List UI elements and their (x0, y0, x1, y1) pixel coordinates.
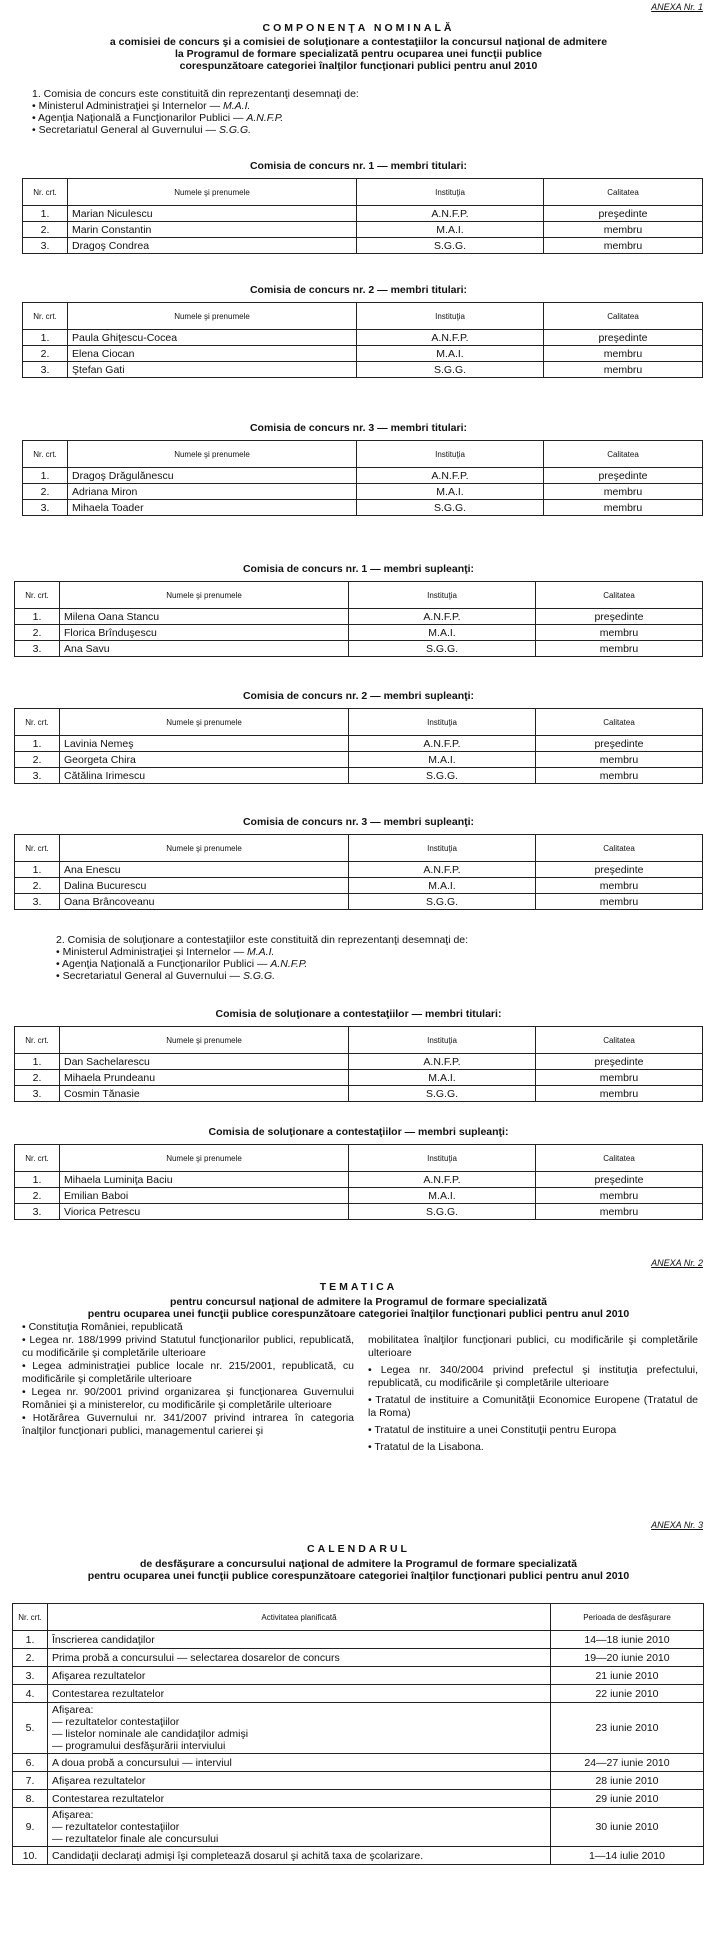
commission-title: Comisia de concurs nr. 1 — membri supleanţi: (242, 563, 475, 575)
annex1-intro2 (56, 934, 468, 982)
row-nr: 2. (15, 878, 60, 894)
topic-item: • Legea nr. 90/2001 privind organizarea şi funcţionarea Guvernului României şi a ministerelor, cu modificările şi completările ulterioare (22, 1386, 354, 1411)
row-nr: 2. (13, 1649, 48, 1667)
bullet-item: • Agenţia Naţională a Funcţionarilor Publici — A.N.F.P. (56, 958, 308, 970)
row-nr: 4. (13, 1685, 48, 1703)
table-header-row (15, 835, 703, 862)
row-institution: A.N.F.P. (357, 330, 544, 346)
row-nr: 1. (23, 206, 68, 222)
row-institution: M.A.I. (357, 484, 544, 500)
row-nr: 1. (15, 1172, 60, 1188)
commission-title: Comisia de concurs nr. 2 — membri titulari: (249, 284, 468, 296)
row-role: membru (536, 894, 703, 910)
row-nr: 1. (13, 1631, 48, 1649)
annex1-subtitle-line: la Programul de formare specializată pentru ocuparea unei funcţii publice (174, 48, 542, 60)
row-role: preşedinte (536, 1054, 703, 1070)
header-nr: Nr. crt. (23, 303, 68, 330)
topic-item: mobilitatea înalţilor funcţionari publici, cu modificările şi completările ulterioare (368, 1334, 698, 1359)
row-name: Emilian Baboi (60, 1188, 349, 1204)
table-row (15, 894, 703, 910)
row-nr: 2. (15, 625, 60, 641)
commission-table (22, 178, 703, 254)
row-period: 28 iunie 2010 (551, 1772, 704, 1790)
annex3-subtitle (0, 1558, 717, 1582)
row-name: Marian Niculescu (68, 206, 357, 222)
row-institution: M.A.I. (349, 878, 536, 894)
row-name: Oana Brâncoveanu (60, 894, 349, 910)
table-header-row (15, 1027, 703, 1054)
table-row (15, 1086, 703, 1102)
commission-table (14, 1144, 703, 1220)
row-name: Paula Ghiţescu-Cocea (68, 330, 357, 346)
row-nr: 3. (13, 1667, 48, 1685)
table-header-row (15, 709, 703, 736)
header-activity: Activitatea planificată (48, 1604, 551, 1631)
row-activity (48, 1808, 551, 1847)
commission-title: Comisia de soluţionare a contestaţiilor — membri titulari: (215, 1008, 502, 1020)
row-institution: S.G.G. (349, 1086, 536, 1102)
activity-line: Afişarea rezultatelor (52, 1774, 146, 1787)
row-role: preşedinte (536, 862, 703, 878)
row-role: membru (536, 1204, 703, 1220)
activity-line: — rezultatelor contestaţiilor (52, 1716, 180, 1728)
row-nr: 10. (13, 1847, 48, 1865)
table-row (23, 346, 703, 362)
row-name: Cătălina Irimescu (60, 768, 349, 784)
annex2-label: ANEXA Nr. 2 (651, 1258, 703, 1268)
row-role: membru (544, 222, 703, 238)
row-role: membru (536, 1070, 703, 1086)
row-activity (48, 1847, 551, 1865)
calendar-row (13, 1847, 704, 1865)
row-name: Georgeta Chira (60, 752, 349, 768)
row-role: preşedinte (536, 1172, 703, 1188)
annex3-label: ANEXA Nr. 3 (651, 1520, 703, 1530)
row-nr: 1. (15, 736, 60, 752)
row-name: Viorica Petrescu (60, 1204, 349, 1220)
header-role: Calitatea (544, 303, 703, 330)
table-row (15, 862, 703, 878)
row-nr: 7. (13, 1772, 48, 1790)
activity-line: Contestarea rezultatelor (52, 1687, 165, 1700)
calendar-row (13, 1685, 704, 1703)
row-nr: 1. (23, 330, 68, 346)
row-period: 30 iunie 2010 (551, 1808, 704, 1847)
row-period: 24—27 iunie 2010 (551, 1754, 704, 1772)
row-nr: 3. (15, 1204, 60, 1220)
bullet-item: • Secretariatul General al Guvernului — S.G.G. (32, 124, 252, 136)
table-row (15, 641, 703, 657)
row-nr: 2. (15, 1070, 60, 1086)
table-row (23, 500, 703, 516)
row-nr: 2. (15, 752, 60, 768)
header-name: Numele şi prenumele (60, 1145, 349, 1172)
topic-item: • Legea nr. 340/2004 privind prefectul şi instituţia prefectului, republicată, cu modificările şi completările ulterioare (368, 1364, 698, 1389)
header-role: Calitatea (536, 835, 703, 862)
row-role: preşedinte (536, 736, 703, 752)
table-header-row (23, 179, 703, 206)
topic-item: • Tratatul de instituire a unei Constituţii pentru Europa (368, 1424, 617, 1436)
bullet-item: • Secretariatul General al Guvernului — S.G.G. (56, 970, 276, 982)
calendar-row (13, 1808, 704, 1847)
row-institution: S.G.G. (349, 894, 536, 910)
row-institution: S.G.G. (357, 238, 544, 254)
row-activity (48, 1754, 551, 1772)
row-activity (48, 1667, 551, 1685)
row-name: Mihaela Toader (68, 500, 357, 516)
commission-table (14, 834, 703, 910)
commission-table (22, 440, 703, 516)
row-name: Ana Enescu (60, 862, 349, 878)
header-period: Perioada de desfăşurare (551, 1604, 704, 1631)
row-role: membru (544, 500, 703, 516)
row-role: preşedinte (544, 468, 703, 484)
header-institution: Instituţia (357, 303, 544, 330)
row-activity (48, 1703, 551, 1754)
row-name: Dragoş Condrea (68, 238, 357, 254)
table-row (15, 752, 703, 768)
row-nr: 3. (23, 500, 68, 516)
table-row (15, 878, 703, 894)
calendar-row (13, 1772, 704, 1790)
row-institution: M.A.I. (349, 1188, 536, 1204)
row-institution: M.A.I. (349, 752, 536, 768)
row-name: Mihaela Luminiţa Baciu (60, 1172, 349, 1188)
header-institution: Instituţia (357, 179, 544, 206)
row-institution: A.N.F.P. (357, 206, 544, 222)
annex2-right-column (368, 1334, 698, 1454)
row-institution: S.G.G. (349, 768, 536, 784)
row-name: Ana Savu (60, 641, 349, 657)
row-name: Ştefan Gati (68, 362, 357, 378)
calendar-row (13, 1703, 704, 1754)
table-row (23, 468, 703, 484)
commission-title: Comisia de concurs nr. 3 — membri supleanţi: (242, 816, 475, 828)
header-name: Numele şi prenumele (60, 1027, 349, 1054)
row-nr: 5. (13, 1703, 48, 1754)
commission-table (14, 708, 703, 784)
table-row (23, 330, 703, 346)
annex1-label: ANEXA Nr. 1 (651, 2, 703, 12)
row-role: membru (544, 484, 703, 500)
table-row (15, 609, 703, 625)
header-name: Numele şi prenumele (60, 582, 349, 609)
table-header-row (23, 441, 703, 468)
row-nr: 8. (13, 1790, 48, 1808)
intro-text: 2. Comisia de soluţionare a contestaţiilor este constituită din reprezentanţi desemnaţi de: (56, 934, 469, 946)
row-nr: 3. (15, 641, 60, 657)
row-activity (48, 1649, 551, 1667)
row-period: 23 iunie 2010 (551, 1703, 704, 1754)
table-row (23, 222, 703, 238)
calendar-row (13, 1790, 704, 1808)
row-activity (48, 1631, 551, 1649)
row-nr: 2. (23, 222, 68, 238)
annex3-subtitle-line: pentru ocuparea unei funcţii publice corespunzătoare categoriei înalţilor funcţionari publici pentru anul 2010 (87, 1570, 630, 1582)
table-header-row (23, 303, 703, 330)
row-nr: 3. (15, 1086, 60, 1102)
header-name: Numele şi prenumele (68, 441, 357, 468)
row-name: Adriana Miron (68, 484, 357, 500)
header-institution: Instituţia (349, 1145, 536, 1172)
table-header-row (15, 1145, 703, 1172)
activity-line: Înscrierea candidaţilor (52, 1633, 155, 1646)
row-name: Marin Constantin (68, 222, 357, 238)
commission-title: Comisia de concurs nr. 2 — membri supleanţi: (242, 690, 475, 702)
header-nr: Nr. crt. (23, 179, 68, 206)
row-role: membru (536, 1188, 703, 1204)
commission-title: Comisia de soluţionare a contestaţiilor — membri supleanţi: (208, 1126, 509, 1138)
row-activity (48, 1790, 551, 1808)
table-row (15, 1054, 703, 1070)
table-row (15, 625, 703, 641)
calendar-row (13, 1649, 704, 1667)
row-period: 22 iunie 2010 (551, 1685, 704, 1703)
row-institution: A.N.F.P. (349, 862, 536, 878)
row-institution: S.G.G. (349, 1204, 536, 1220)
row-institution: M.A.I. (357, 346, 544, 362)
row-institution: S.G.G. (357, 362, 544, 378)
row-role: preşedinte (544, 330, 703, 346)
row-period: 19—20 iunie 2010 (551, 1649, 704, 1667)
header-role: Calitatea (536, 1027, 703, 1054)
annex2-left-column (22, 1321, 354, 1438)
header-name: Numele şi prenumele (68, 303, 357, 330)
row-institution: A.N.F.P. (349, 1054, 536, 1070)
header-institution: Instituţia (349, 582, 536, 609)
calendar-row (13, 1631, 704, 1649)
row-role: membru (544, 346, 703, 362)
header-nr: Nr. crt. (15, 1027, 60, 1054)
row-nr: 3. (15, 768, 60, 784)
activity-line: — rezultatelor finale ale concursului (52, 1833, 219, 1845)
row-nr: 1. (15, 609, 60, 625)
row-nr: 9. (13, 1808, 48, 1847)
table-row (15, 768, 703, 784)
annex2-subtitle (0, 1296, 717, 1320)
row-period: 14—18 iunie 2010 (551, 1631, 704, 1649)
row-nr: 1. (15, 1054, 60, 1070)
header-role: Calitatea (536, 1145, 703, 1172)
commission-title: Comisia de concurs nr. 3 — membri titulari: (249, 422, 468, 434)
row-institution: S.G.G. (349, 641, 536, 657)
header-nr: Nr. crt. (13, 1604, 48, 1631)
table-row (15, 1204, 703, 1220)
row-name: Dragoş Drăgulănescu (68, 468, 357, 484)
calendar-row (13, 1667, 704, 1685)
activity-line: — rezultatelor contestaţiilor (52, 1821, 180, 1833)
bullet-item: • Ministerul Administraţiei şi Internelor — M.A.I. (56, 946, 275, 958)
row-role: membru (544, 238, 703, 254)
calendar-row (13, 1754, 704, 1772)
row-name: Mihaela Prundeanu (60, 1070, 349, 1086)
table-row (15, 736, 703, 752)
row-institution: S.G.G. (357, 500, 544, 516)
header-nr: Nr. crt. (15, 582, 60, 609)
row-role: membru (544, 362, 703, 378)
topic-item: • Tratatul de la Lisabona. (368, 1441, 484, 1453)
header-name: Numele şi prenumele (60, 835, 349, 862)
table-row (15, 1188, 703, 1204)
activity-line: Afişarea: (52, 1809, 94, 1821)
row-name: Dan Sachelarescu (60, 1054, 349, 1070)
annex1-title: COMPONENŢA NOMINALĂ (262, 22, 455, 34)
activity-line: A doua probă a concursului — interviul (52, 1756, 232, 1769)
commission-table (14, 581, 703, 657)
table-row (23, 362, 703, 378)
row-name: Elena Ciocan (68, 346, 357, 362)
table-row (15, 1070, 703, 1086)
topic-item: • Hotărârea Guvernului nr. 341/2007 privind intrarea în categoria înalţilor funcţionari publici, managementul carierei şi (22, 1412, 354, 1437)
header-name: Numele şi prenumele (68, 179, 357, 206)
topic-item: • Legea administraţiei publice locale nr. 215/2001, republicată, cu modificările şi completările ulterioare (22, 1360, 354, 1385)
table-row (23, 238, 703, 254)
annex1-subtitle-line: corespunzătoare categoriei înalţilor funcţionari publici pentru anul 2010 (179, 60, 538, 72)
commission-title: Comisia de concurs nr. 1 — membri titulari: (249, 160, 468, 172)
row-role: membru (536, 768, 703, 784)
row-role: membru (536, 752, 703, 768)
row-role: membru (536, 878, 703, 894)
row-period: 1—14 iulie 2010 (551, 1847, 704, 1865)
row-name: Lavinia Nemeş (60, 736, 349, 752)
row-period: 29 iunie 2010 (551, 1790, 704, 1808)
row-nr: 3. (23, 362, 68, 378)
row-institution: A.N.F.P. (349, 609, 536, 625)
row-name: Cosmin Tănasie (60, 1086, 349, 1102)
row-role: membru (536, 1086, 703, 1102)
activity-line: — listelor nominale ale candidaţilor admişi (52, 1728, 249, 1740)
activity-line: — programului desfăşurării interviului (52, 1740, 226, 1752)
header-nr: Nr. crt. (23, 441, 68, 468)
row-institution: M.A.I. (349, 625, 536, 641)
annex3-title: CALENDARUL (307, 1543, 410, 1555)
header-nr: Nr. crt. (15, 709, 60, 736)
annex2-title: TEMATICA (319, 1281, 398, 1293)
row-institution: A.N.F.P. (349, 736, 536, 752)
activity-line: Prima probă a concursului — selectarea dosarelor de concurs (52, 1651, 340, 1664)
activity-line: Afişarea: (52, 1704, 94, 1716)
bullet-item: • Ministerul Administraţiei şi Internelor — M.A.I. (32, 100, 251, 112)
row-nr: 1. (23, 468, 68, 484)
row-role: preşedinte (536, 609, 703, 625)
annex1-subtitle-line: a comisiei de concurs şi a comisiei de soluţionare a contestaţiilor la concursul naţional de admitere (109, 36, 608, 48)
row-nr: 3. (15, 894, 60, 910)
header-name: Numele şi prenumele (60, 709, 349, 736)
bullet-item: • Agenţia Naţională a Funcţionarilor Publici — A.N.F.P. (32, 112, 284, 124)
topic-item: • Legea nr. 188/1999 privind Statutul funcţionarilor publici, republicată, cu modificările şi completările ulterioare (22, 1334, 354, 1359)
annex2-subtitle-line: pentru ocuparea unei funcţii publice corespunzătoare categoriei înalţilor funcţionari publici pentru anul 2010 (87, 1308, 630, 1320)
table-header-row (15, 582, 703, 609)
row-nr: 6. (13, 1754, 48, 1772)
row-nr: 2. (23, 484, 68, 500)
row-nr: 2. (15, 1188, 60, 1204)
row-name: Milena Oana Stancu (60, 609, 349, 625)
commission-table (22, 302, 703, 378)
calendar-table (12, 1603, 704, 1865)
header-role: Calitatea (544, 179, 703, 206)
activity-line: Candidaţii declaraţi admişi îşi completează dosarul şi achită taxa de şcolarizare. (52, 1849, 424, 1862)
row-activity (48, 1685, 551, 1703)
row-institution: A.N.F.P. (357, 468, 544, 484)
header-institution: Instituţia (349, 1027, 536, 1054)
header-role: Calitatea (536, 582, 703, 609)
calendar-header-row (13, 1604, 704, 1631)
header-role: Calitatea (536, 709, 703, 736)
table-row (15, 1172, 703, 1188)
header-nr: Nr. crt. (15, 1145, 60, 1172)
header-role: Calitatea (544, 441, 703, 468)
table-row (23, 484, 703, 500)
row-role: preşedinte (544, 206, 703, 222)
header-nr: Nr. crt. (15, 835, 60, 862)
row-period: 21 iunie 2010 (551, 1667, 704, 1685)
header-institution: Instituţia (357, 441, 544, 468)
header-institution: Instituţia (349, 709, 536, 736)
topic-item: • Tratatul de instituire a Comunităţii Economice Europene (Tratatul de la Roma) (368, 1394, 698, 1419)
row-nr: 3. (23, 238, 68, 254)
row-nr: 2. (23, 346, 68, 362)
row-name: Dalina Bucurescu (60, 878, 349, 894)
row-name: Florica Brînduşescu (60, 625, 349, 641)
annex2-subtitle-line: pentru concursul naţional de admitere la Programul de formare specializată (170, 1296, 547, 1308)
row-activity (48, 1772, 551, 1790)
annex1-intro1 (32, 88, 359, 136)
row-institution: A.N.F.P. (349, 1172, 536, 1188)
commission-table (14, 1026, 703, 1102)
topic-item: • Constituţia României, republicată (22, 1321, 183, 1333)
annex3-subtitle-line: de desfăşurare a concursului naţional de admitere la Programul de formare specializată (139, 1558, 578, 1570)
intro-text: 1. Comisia de concurs este constituită din reprezentanţi desemnaţi de: (32, 88, 359, 100)
activity-line: Contestarea rezultatelor (52, 1792, 165, 1805)
row-role: membru (536, 625, 703, 641)
row-institution: M.A.I. (357, 222, 544, 238)
row-role: membru (536, 641, 703, 657)
table-row (23, 206, 703, 222)
activity-line: Afişarea rezultatelor (52, 1669, 146, 1682)
header-institution: Instituţia (349, 835, 536, 862)
row-nr: 1. (15, 862, 60, 878)
row-institution: M.A.I. (349, 1070, 536, 1086)
annex1-subtitle (0, 36, 717, 72)
